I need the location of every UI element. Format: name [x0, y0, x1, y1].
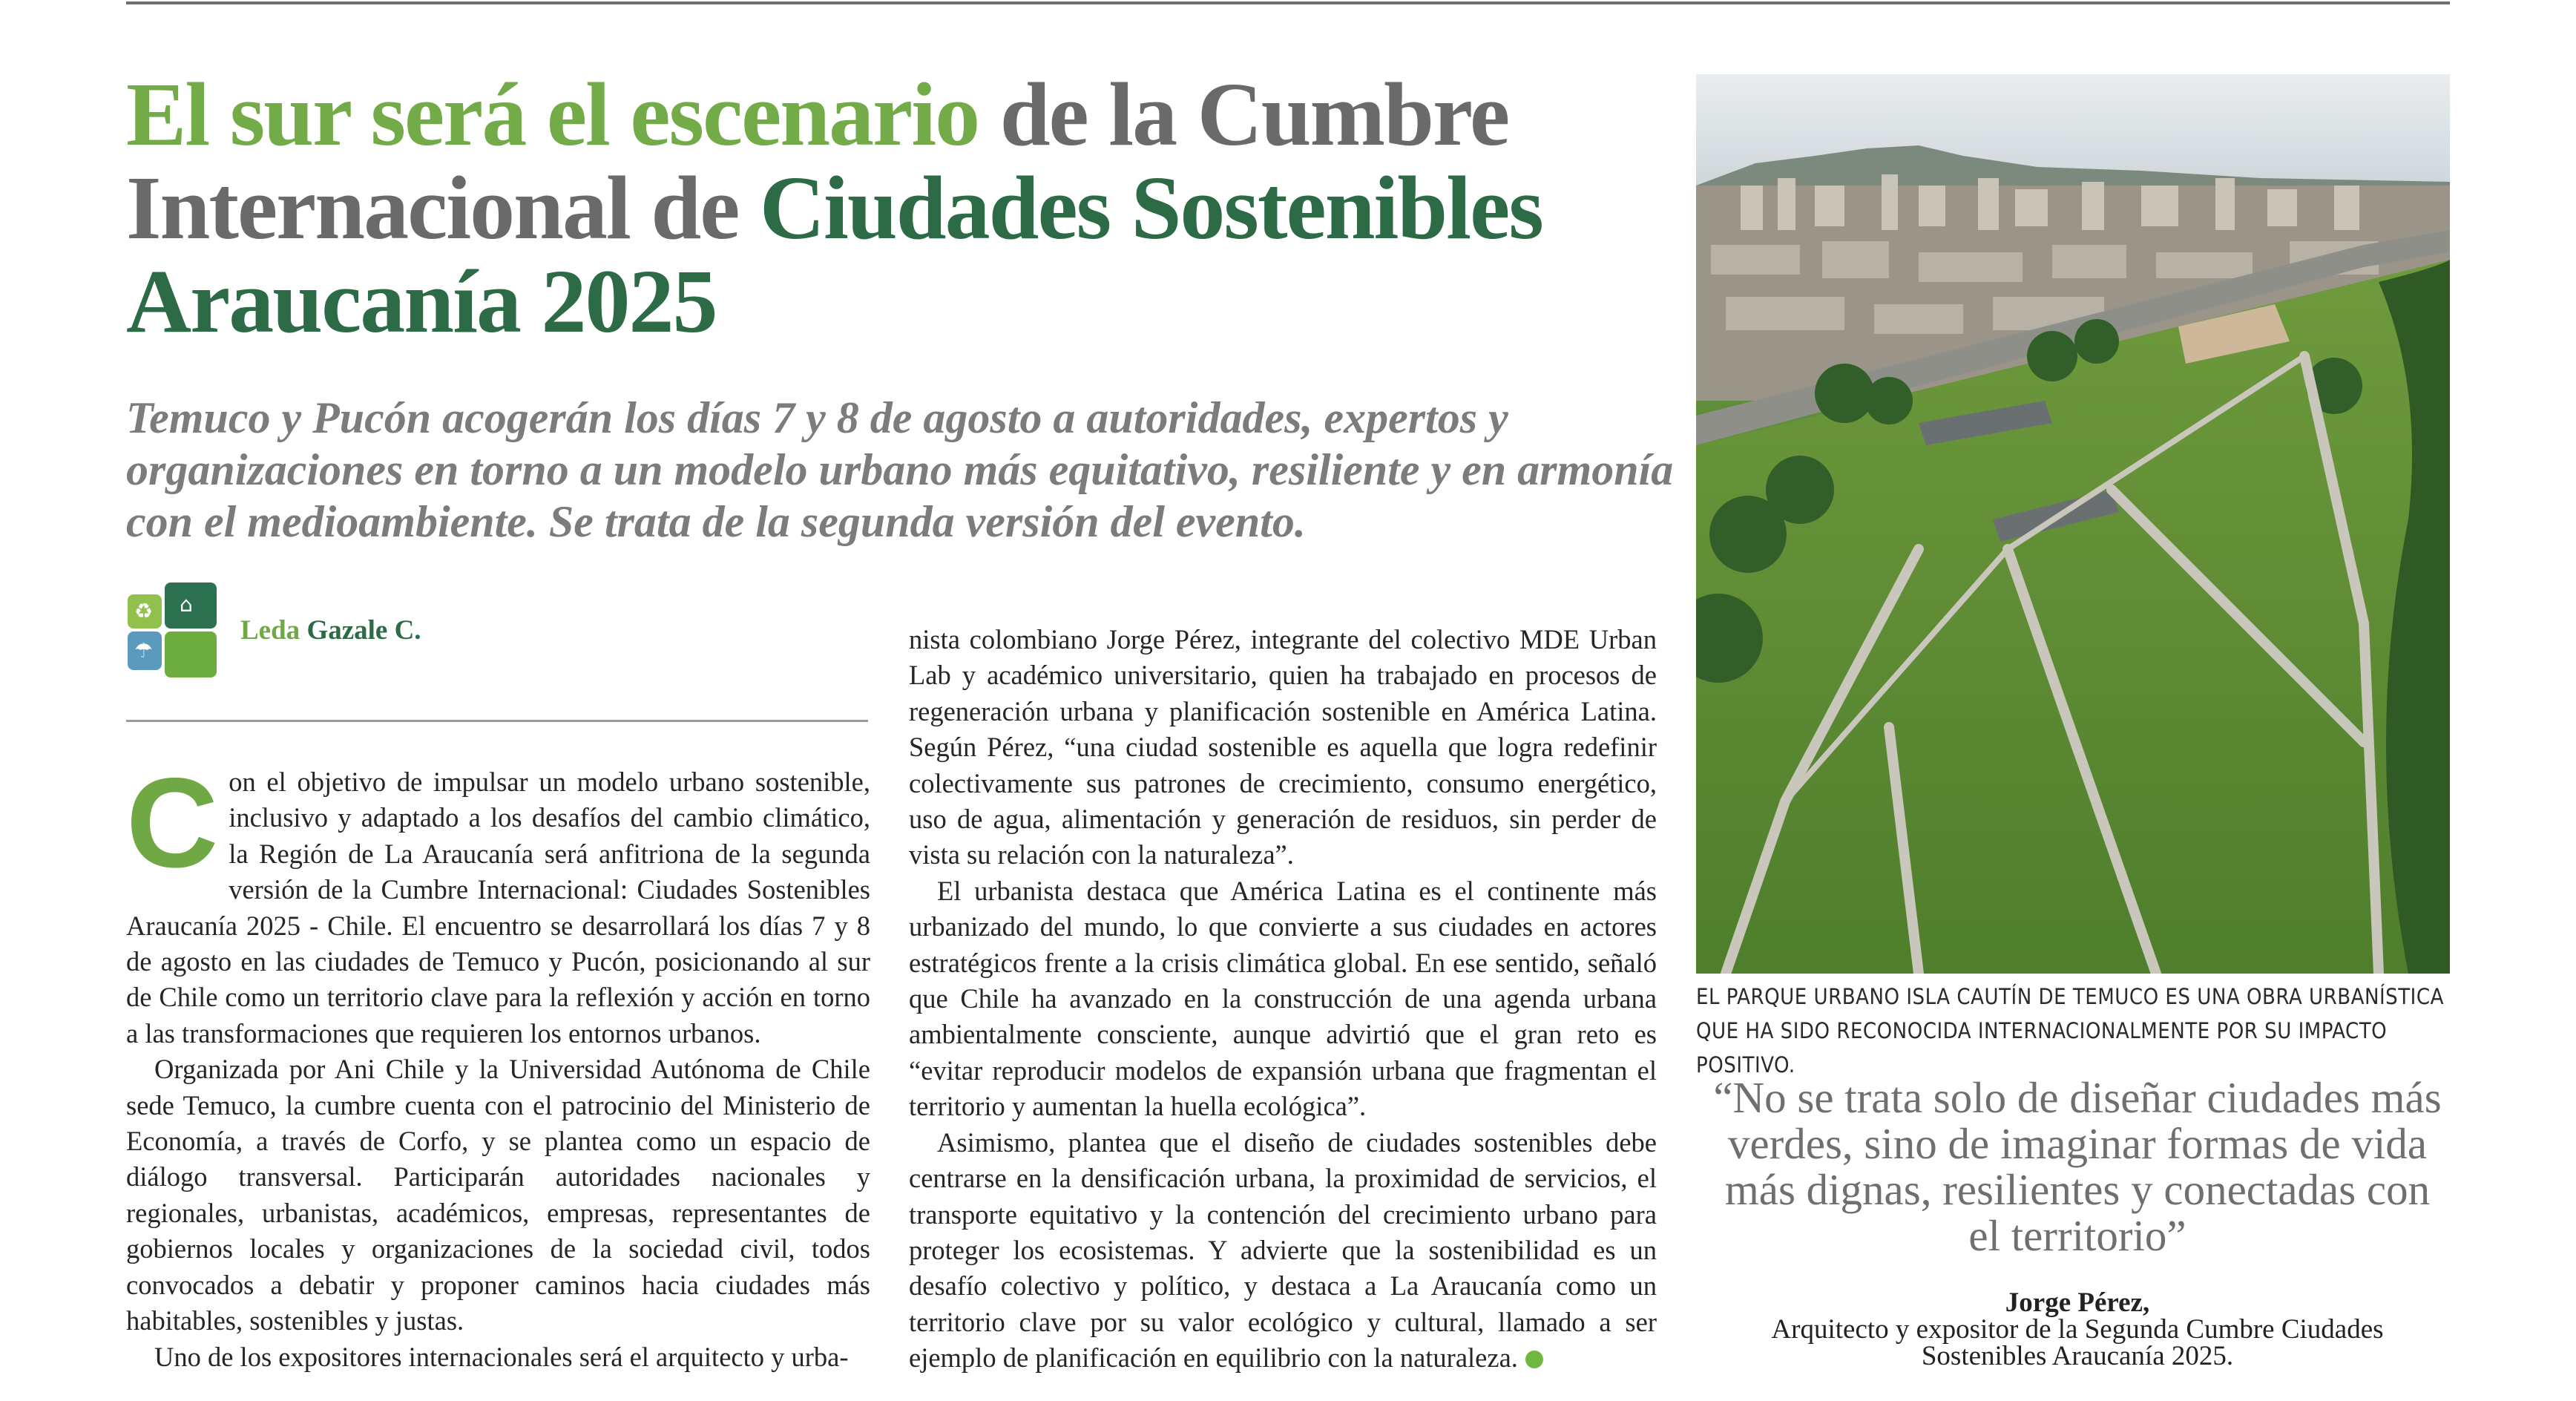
end-dot-icon	[1525, 1351, 1543, 1368]
author-byline	[128, 582, 421, 678]
subhead: Temuco y Pucón acogerán los días 7 y 8 de agosto a autoridades, expertos y organizaciones en torno a un modelo urbano más equitativo, resiliente y en armonía con el medioambiente. Se trata de la segunda versión del evento.	[126, 393, 1674, 546]
author-name	[240, 614, 421, 646]
headline-gray: de la Cumbre Internacional de	[126, 65, 1509, 258]
article-paragraph: Asimismo, plantea que el diseño de ciudades sostenibles debe centrarse en la densificación urbana, la proximidad de servicios, el transporte equitativo y la contención del crecimiento urbano para proteger los ecosistemas. Y advierte que la sostenibilidad es un desafío colectivo y político, y destaca a La Araucanía como un territorio clave por su valor ecológico y cultural, llamado a ser ejemplo de planificación en equilibrio con la naturaleza.	[909, 1126, 1657, 1374]
top-rule	[126, 1, 2450, 4]
author-first-name: Leda	[240, 614, 300, 646]
pull-quote: “No se trata solo de diseñar ciudades más verdes, sino de imaginar formas de vida más dignas, resilientes y conectadas con el territorio”	[1713, 1073, 2442, 1260]
pull-quote-attribution	[1706, 1287, 2448, 1371]
author-last-name: Gazale C.	[306, 614, 421, 646]
article-paragraph: Con el objetivo de impulsar un modelo urbano sostenible, inclusivo y adaptado a los desafíos del cambio climático, la Región de La Araucanía será anfitriona de la segunda versión de la Cumbre Internacional: Ciudades Sostenibles Araucanía 2025 - Chile. El encuentro se desarrollará los días 7 y 8 de agosto en las ciudades de Temuco y Pucón, posicionando al sur de Chile como un territorio clave para la reflexión y acción en torno a las transformaciones que requieren los entornos urbanos.	[126, 752, 870, 1049]
dropcap: C	[126, 752, 219, 894]
article-column-1	[126, 752, 870, 1375]
article-paragraph: Uno de los expositores internacionales será el arquitecto y urba-	[154, 1341, 849, 1372]
section-logo	[128, 583, 223, 677]
photo-caption: EL PARQUE URBANO ISLA CAUTÍN DE TEMUCO ES UNA OBRA URBANÍSTICA QUE HA SIDO RECONOCIDA INTERNACIONALMENTE POR SU IMPACTO POSITIVO.	[1696, 984, 2444, 1077]
park-aerial-illustration	[1696, 74, 2450, 974]
byline-rule	[126, 720, 868, 722]
article-paragraph: El urbanista destaca que América Latina es el continente más urbanizado del mundo, lo que convierte a sus ciudades en actores estratégicos frente a la crisis climática global. En ese sentido, señaló que Chile ha avanzado en la construcción de una agenda urbana ambientalmente consciente, aunque advirtió que el gran reto es “evitar reproducir modelos de expansión urbana que fragmentan el territorio y aumentan la huella ecológica”.	[909, 875, 1657, 1122]
quote-author-name: Jorge Pérez,	[2005, 1287, 2150, 1318]
article-column-2	[909, 622, 1657, 1377]
article-paragraph: Organizada por Ani Chile y la Universidad Autónoma de Chile sede Temuco, la cumbre cuenta con el patrocinio del Ministerio de Economía, a través de Corfo, y se plantea como un espacio de diálogo transversal. Participarán autoridades nacionales y regionales, urbanistas, académicos, empresas, representantes de gobiernos locales y organizaciones de la sociedad civil, todos convocados a debatir y proponer caminos hacia ciudades más habitables, sostenibles y justas.	[126, 1054, 870, 1336]
headline-bold: El sur será el escenario	[126, 65, 979, 165]
park-aerial-photo	[1696, 74, 2450, 974]
headline-accent: Ciudades Sostenibles Araucanía 2025	[126, 158, 1542, 352]
article-paragraph: nista colombiano Jorge Pérez, integrante del colectivo MDE Urban Lab y académico universitario, quien ha trabajado en procesos de regeneración urbana y planificación sostenible en América Latina. Según Pérez, “una ciudad sostenible es aquella que logra redefinir colectivamente sus patrones de crecimiento, consumo energético, uso de agua, alimentación y generación de residuos, sin perder de vista su relación con la naturaleza”.	[909, 624, 1657, 870]
quote-author-role: Arquitecto y expositor de la Segunda Cumbre Ciudades Sostenibles Araucanía 2025.	[1771, 1314, 2384, 1371]
recycle-icon: ♻	[134, 599, 154, 623]
people-icon: ⌂	[180, 592, 193, 617]
headline	[126, 65, 1684, 352]
water-icon: ☂	[134, 638, 154, 663]
